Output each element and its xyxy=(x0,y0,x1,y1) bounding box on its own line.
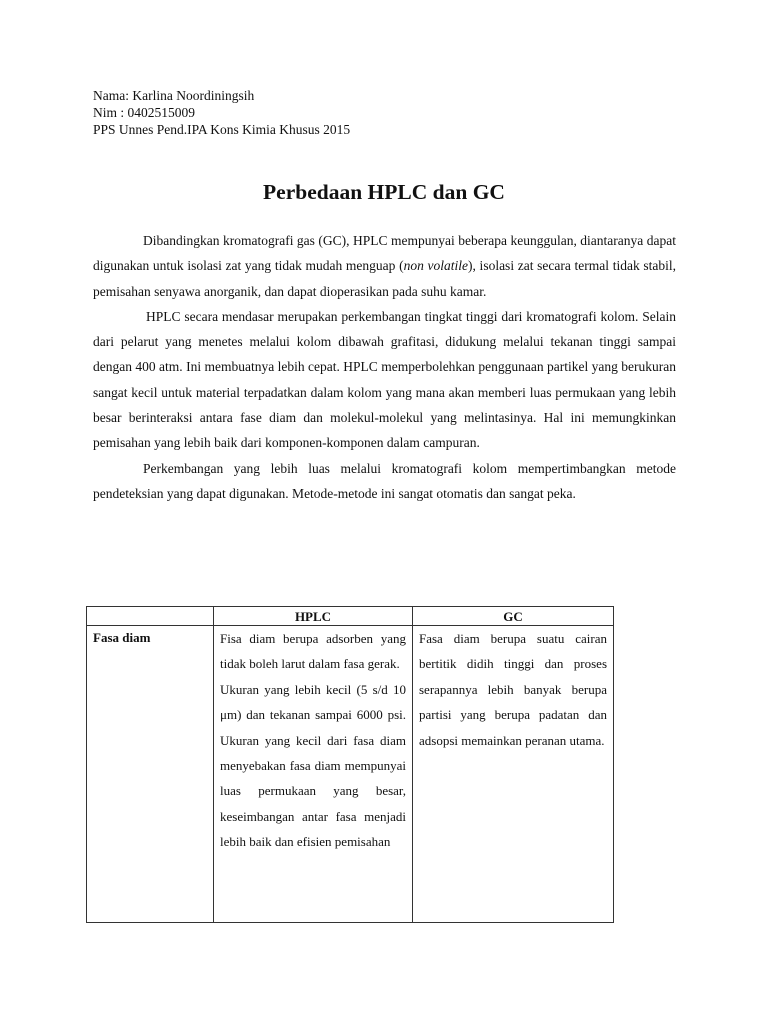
table-row xyxy=(87,626,614,923)
author-header xyxy=(93,87,350,138)
document-title: Perbedaan HPLC dan GC xyxy=(263,180,505,204)
document-body xyxy=(93,228,676,506)
comparison-table xyxy=(86,606,614,923)
author-name: Nama: Karlina Noordiningsih xyxy=(93,88,255,103)
table-header-hplc: HPLC xyxy=(214,607,413,626)
paragraph-1-italic: non volatile xyxy=(403,258,469,274)
table-header-row xyxy=(87,607,614,626)
student-number: Nim : 0402515009 xyxy=(93,105,196,120)
program-name: PPS Unnes Pend.IPA Kons Kimia Khusus 2015 xyxy=(93,122,351,137)
paragraph-3: Perkembangan yang lebih luas melalui kromatografi kolom mempertimbangkan metode pendeteksian yang dapat digunakan. Metode-metode ini sangat otomatis dan sangat peka. xyxy=(93,460,676,501)
cell-hplc-text-1: Fisa diam berupa adsorben yang tidak boleh larut dalam fasa gerak. xyxy=(220,631,406,672)
cell-gc-fasa-diam xyxy=(413,626,614,923)
paragraph-1-text-a: Dibandingkan kromatografi gas (GC), HPLC mempunyai beberapa keunggulan, diantaranya dapat digunakan untuk isolasi zat yang tidak mudah menguap ( xyxy=(93,233,676,274)
paragraph-1 xyxy=(93,228,676,304)
cell-hplc-text-2: Ukuran yang lebih kecil (5 s/d 10 μm) dan tekanan sampai 6000 psi. Ukuran yang kecil dari fasa diam menyebakan fasa diam mempunyai luas permukaan yang besar, keseimbangan antar fasa menjadi lebih baik dan efisien pemisahan xyxy=(220,681,406,850)
table-header-gc: GC xyxy=(413,607,614,626)
row-label-fasa-diam: Fasa diam xyxy=(87,626,214,923)
cell-hplc-fasa-diam xyxy=(214,626,413,923)
paragraph-1-text-b: ), isolasi zat secara termal tidak stabil, pemisahan senyawa anorganik, dan dapat dioperasikan pada suhu kamar. xyxy=(93,258,676,299)
cell-gc-text: Fasa diam berupa suatu cairan bertitik didih tinggi dan proses serapannya lebih banyak berupa partisi yang berupa padatan dan adsopsi memainkan peranan utama. xyxy=(419,631,607,748)
table-header-empty xyxy=(87,607,214,626)
paragraph-2: HPLC secara mendasar merupakan perkembangan tingkat tinggi dari kromatografi kolom. Selain dari pelarut yang menetes melalui kolom dibawah grafitasi, didukung melalui tekanan tinggi sampai dengan 400 atm. Ini membuatnya lebih cepat. HPLC memperbolehkan penggunaan partikel yang berukuran sangat kecil untuk material terpadatkan dalam kolom yang mana akan memberi luas permukaan yang lebih besar berinteraksi antara fase diam dan molekul-molekul yang melintasinya. Hal ini memungkinkan pemisahan yang lebih baik dari komponen-komponen dalam campuran. xyxy=(93,308,676,451)
